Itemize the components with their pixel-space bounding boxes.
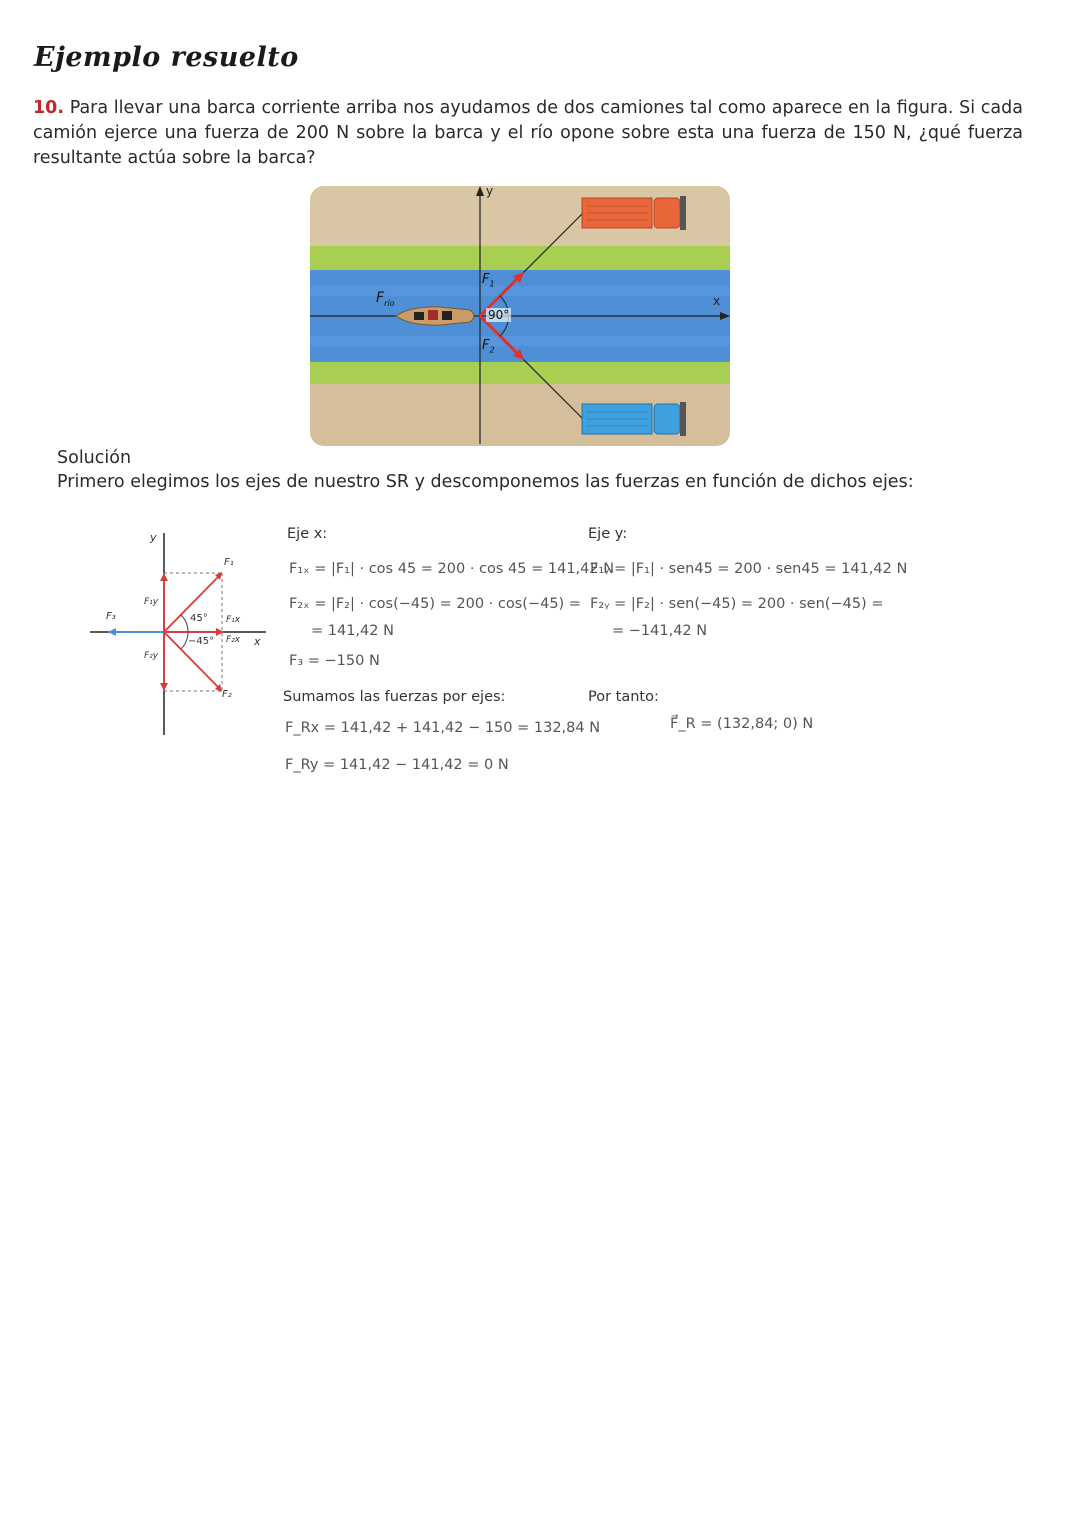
axis-x-label: x	[713, 294, 721, 308]
eq-frx: F_Rx = 141,42 + 141,42 − 150 = 132,84 N	[285, 720, 601, 736]
fig2-f3: F₃	[106, 611, 116, 622]
axis-y-label: y	[486, 186, 494, 198]
eq-fr-result: F⃗_R = (132,84; 0) N	[670, 716, 814, 732]
fig2-f2: F₂	[222, 689, 232, 700]
decomposition-diagram	[88, 525, 273, 740]
eq-f2y-line1: F₂ᵧ = |F₂| · sen(−45) = 200 · sen(−45) =	[590, 596, 884, 612]
label-f-rio: $F_{río}$	[376, 290, 395, 308]
eq-f2y-line2: = −141,42 N	[612, 623, 708, 639]
result-heading: Por tanto:	[588, 689, 659, 705]
label-f2: $F_2$	[482, 338, 495, 355]
fig2-f2x: F₂x	[226, 635, 241, 645]
label-f1: $F_1$	[482, 272, 495, 289]
eq-fry: F_Ry = 141,42 − 141,42 = 0 N	[285, 757, 509, 773]
problem-number: 10.	[33, 98, 65, 118]
problem-text: Para llevar una barca corriente arriba nos ayudamos de dos camiones tal como aparece en la figura. Si cada camión ejerce una fuerza de 200 N sobre la barca y el río opone sobre esta una fuerza de 150 N, ¿qué fuerza resultante actúa sobre la barca?	[33, 98, 1023, 168]
truck-blue-icon	[582, 402, 686, 436]
eq-f1y: F₁ᵧ = |F₁| · sen45 = 200 · sen45 = 141,42 N	[590, 561, 908, 577]
eq-f2x-line2: = 141,42 N	[311, 623, 394, 639]
fig2-axis-y: y	[150, 531, 157, 544]
angle-90-label: 90°	[488, 308, 510, 322]
truck-orange-icon	[582, 196, 686, 230]
fig2-f1x: F₁x	[226, 615, 241, 625]
sum-heading: Sumamos las fuerzas por ejes:	[283, 689, 506, 705]
fig2-f2y: F₂y	[144, 651, 159, 661]
problem-statement	[33, 96, 1023, 171]
fig2-angle-pos: 45°	[190, 613, 208, 624]
eq-f3: F₃ = −150 N	[289, 653, 380, 669]
eq-f1x: F₁ₓ = |F₁| · cos 45 = 200 · cos 45 = 141,42 N	[289, 561, 615, 577]
eje-y-heading: Eje y:	[588, 526, 628, 542]
fig2-angle-neg: −45°	[188, 636, 215, 647]
fig2-f1: F₁	[224, 557, 234, 568]
solution-intro: Primero elegimos los ejes de nuestro SR y descomponemos las fuerzas en función de dichos ejes:	[57, 472, 914, 492]
river-figure	[310, 186, 730, 446]
fig2-f1y: F₁y	[144, 597, 159, 607]
eje-x-heading: Eje x:	[287, 526, 328, 542]
page-title: Ejemplo resuelto	[34, 42, 299, 73]
solution-heading: Solución	[57, 448, 132, 468]
eq-f2x-line1: F₂ₓ = |F₂| · cos(−45) = 200 · cos(−45) =	[289, 596, 581, 612]
fig2-axis-x: x	[254, 635, 261, 648]
